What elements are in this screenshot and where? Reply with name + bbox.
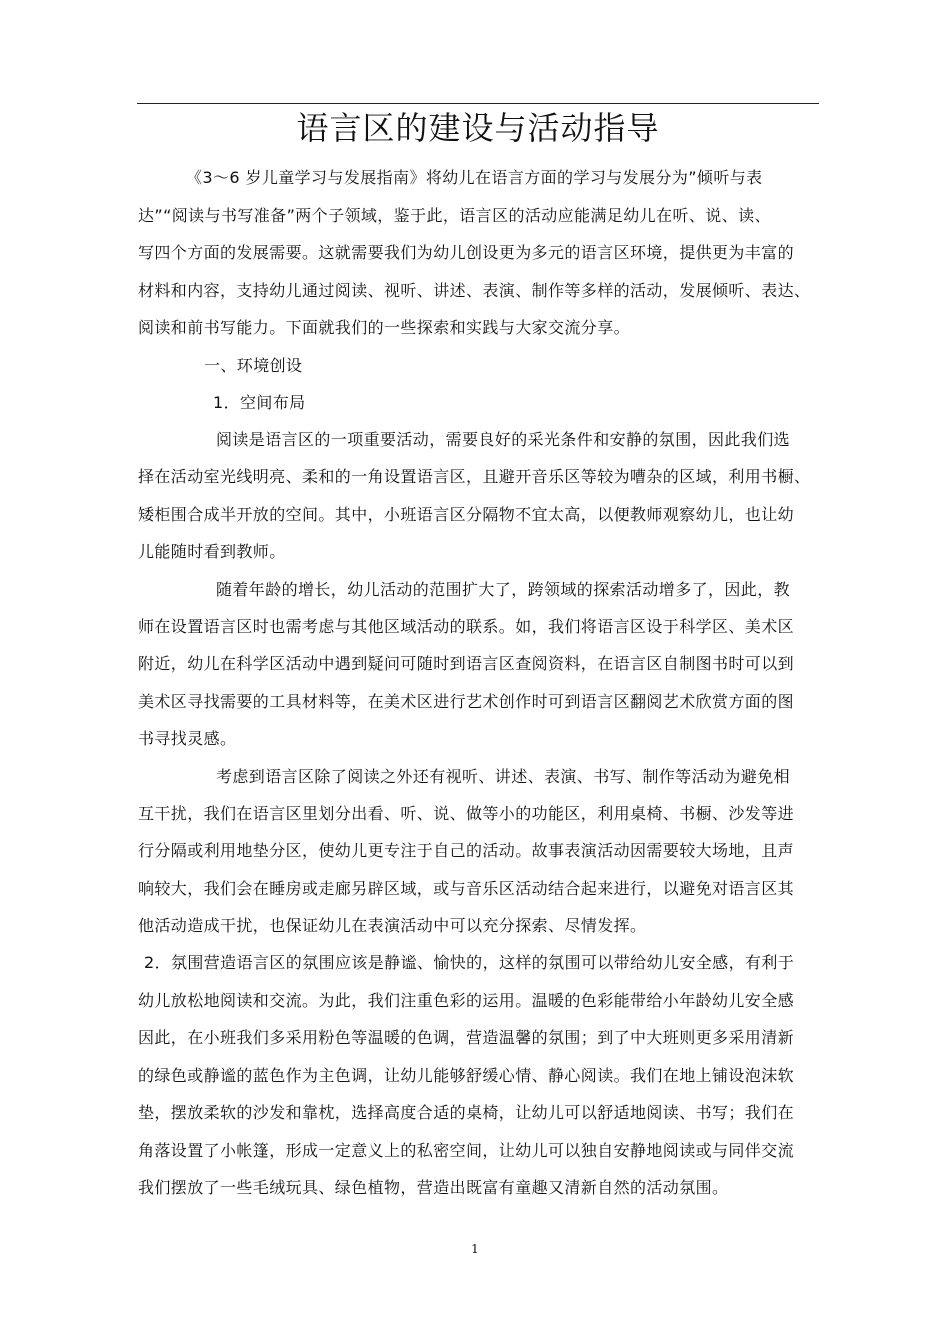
body-line: 美术区寻找需要的工具材料等，在美术区进行艺术创作时可到语言区翻阅艺术欣赏方面的图 — [138, 692, 795, 711]
page-number: 1 — [471, 1242, 479, 1256]
body-line: 附近，幼儿在科学区活动中遇到疑问可随时到语言区查阅资料，在语言区自制图书时可以到 — [138, 654, 795, 673]
body-line: 阅读是语言区的一项重要活动，需要良好的采光条件和安静的氛围，因此我们选 — [216, 430, 791, 449]
body-line: 垫，摆放柔软的沙发和靠枕，选择高度合适的桌椅，让幼儿可以舒适地阅读、书写；我们在 — [138, 1103, 795, 1122]
body-line: 他活动造成干扰，也保证幼儿在表演活动中可以充分探索、尽情发挥。 — [138, 916, 647, 935]
body-line: 响较大，我们会在睡房或走廊另辟区域，或与音乐区活动结合起来进行，以避免对语言区其 — [138, 879, 795, 898]
body-line: 我们摆放了一些毛绒玩具、绿色植物，营造出既富有童趣又清新自然的活动氛围。 — [138, 1178, 729, 1197]
body-line: 行分隔或利用地垫分区，使幼儿更专注于自己的活动。故事表演活动因需要较大场地，且声 — [138, 841, 795, 860]
subsection-heading: 1．空间布局 — [213, 393, 306, 412]
body-line: 书寻找灵感。 — [138, 729, 237, 748]
body-line: 师在设置语言区时也需考虑与其他区域活动的联系。如，我们将语言区设于科学区、美术区 — [138, 617, 795, 636]
body-line: 《3～6 岁儿童学习与发展指南》将幼儿在语言方面的学习与发展分为”倾听与表 — [186, 168, 763, 187]
body-line: 材料和内容，支持幼儿通过阅读、视听、讲述、表演、制作等多样的活动，发展倾听、表达、 — [138, 281, 811, 300]
body-line: 角落设置了小帐篷，形成一定意义上的私密空间，让幼儿可以独自安静地阅读或与同伴交流 — [138, 1141, 795, 1160]
body-line: 的绿色或静谧的蓝色作为主色调，让幼儿能够舒缓心情、静心阅读。我们在地上铺设泡沫软 — [138, 1066, 795, 1085]
body-line: 儿能随时看到教师。 — [138, 542, 286, 561]
body-line: 矮柜围合成半开放的空间。其中，小班语言区分隔物不宜太高，以便教师观察幼儿，也让幼 — [138, 505, 795, 524]
body-line: 阅读和前书写能力。下面就我们的一些探索和实践与大家交流分享。 — [138, 318, 631, 337]
subsection-line: 2．氛围营造语言区的氛围应该是静谧、愉快的，这样的氛围可以带给幼儿安全感，有利于 — [144, 953, 795, 972]
body-line: 因此，在小班我们多采用粉色等温暖的色调，营造温馨的氛围；到了中大班则更多采用清新 — [138, 1028, 795, 1047]
body-line: 随着年龄的增长，幼儿活动的范围扩大了，跨领域的探索活动增多了，因此，教 — [216, 580, 791, 599]
body-line: 互干扰，我们在语言区里划分出看、听、说、做等小的功能区，利用桌椅、书橱、沙发等进 — [138, 804, 795, 823]
body-line: 写四个方面的发展需要。这就需要我们为幼儿创设更为多元的语言区环境，提供更为丰富的 — [138, 243, 795, 262]
body-line: 择在活动室光线明亮、柔和的一角设置语言区，且避开音乐区等较为嘈杂的区域，利用书橱、 — [138, 467, 811, 486]
body-line: 幼儿放松地阅读和交流。为此，我们注重色彩的运用。温暖的色彩能带给小年龄幼儿安全感 — [138, 991, 795, 1010]
body-line: 考虑到语言区除了阅读之外还有视听、讲述、表演、书写、制作等活动为避免相 — [216, 767, 791, 786]
document-title: 语言区的建设与活动指导 — [296, 109, 660, 147]
body-line: 达”“阅读与书写准备”两个子领域，鉴于此，语言区的活动应能满足幼儿在听、说、读、 — [138, 206, 771, 225]
header-rule — [137, 103, 819, 104]
section-heading: 一、环境创设 — [204, 356, 303, 375]
